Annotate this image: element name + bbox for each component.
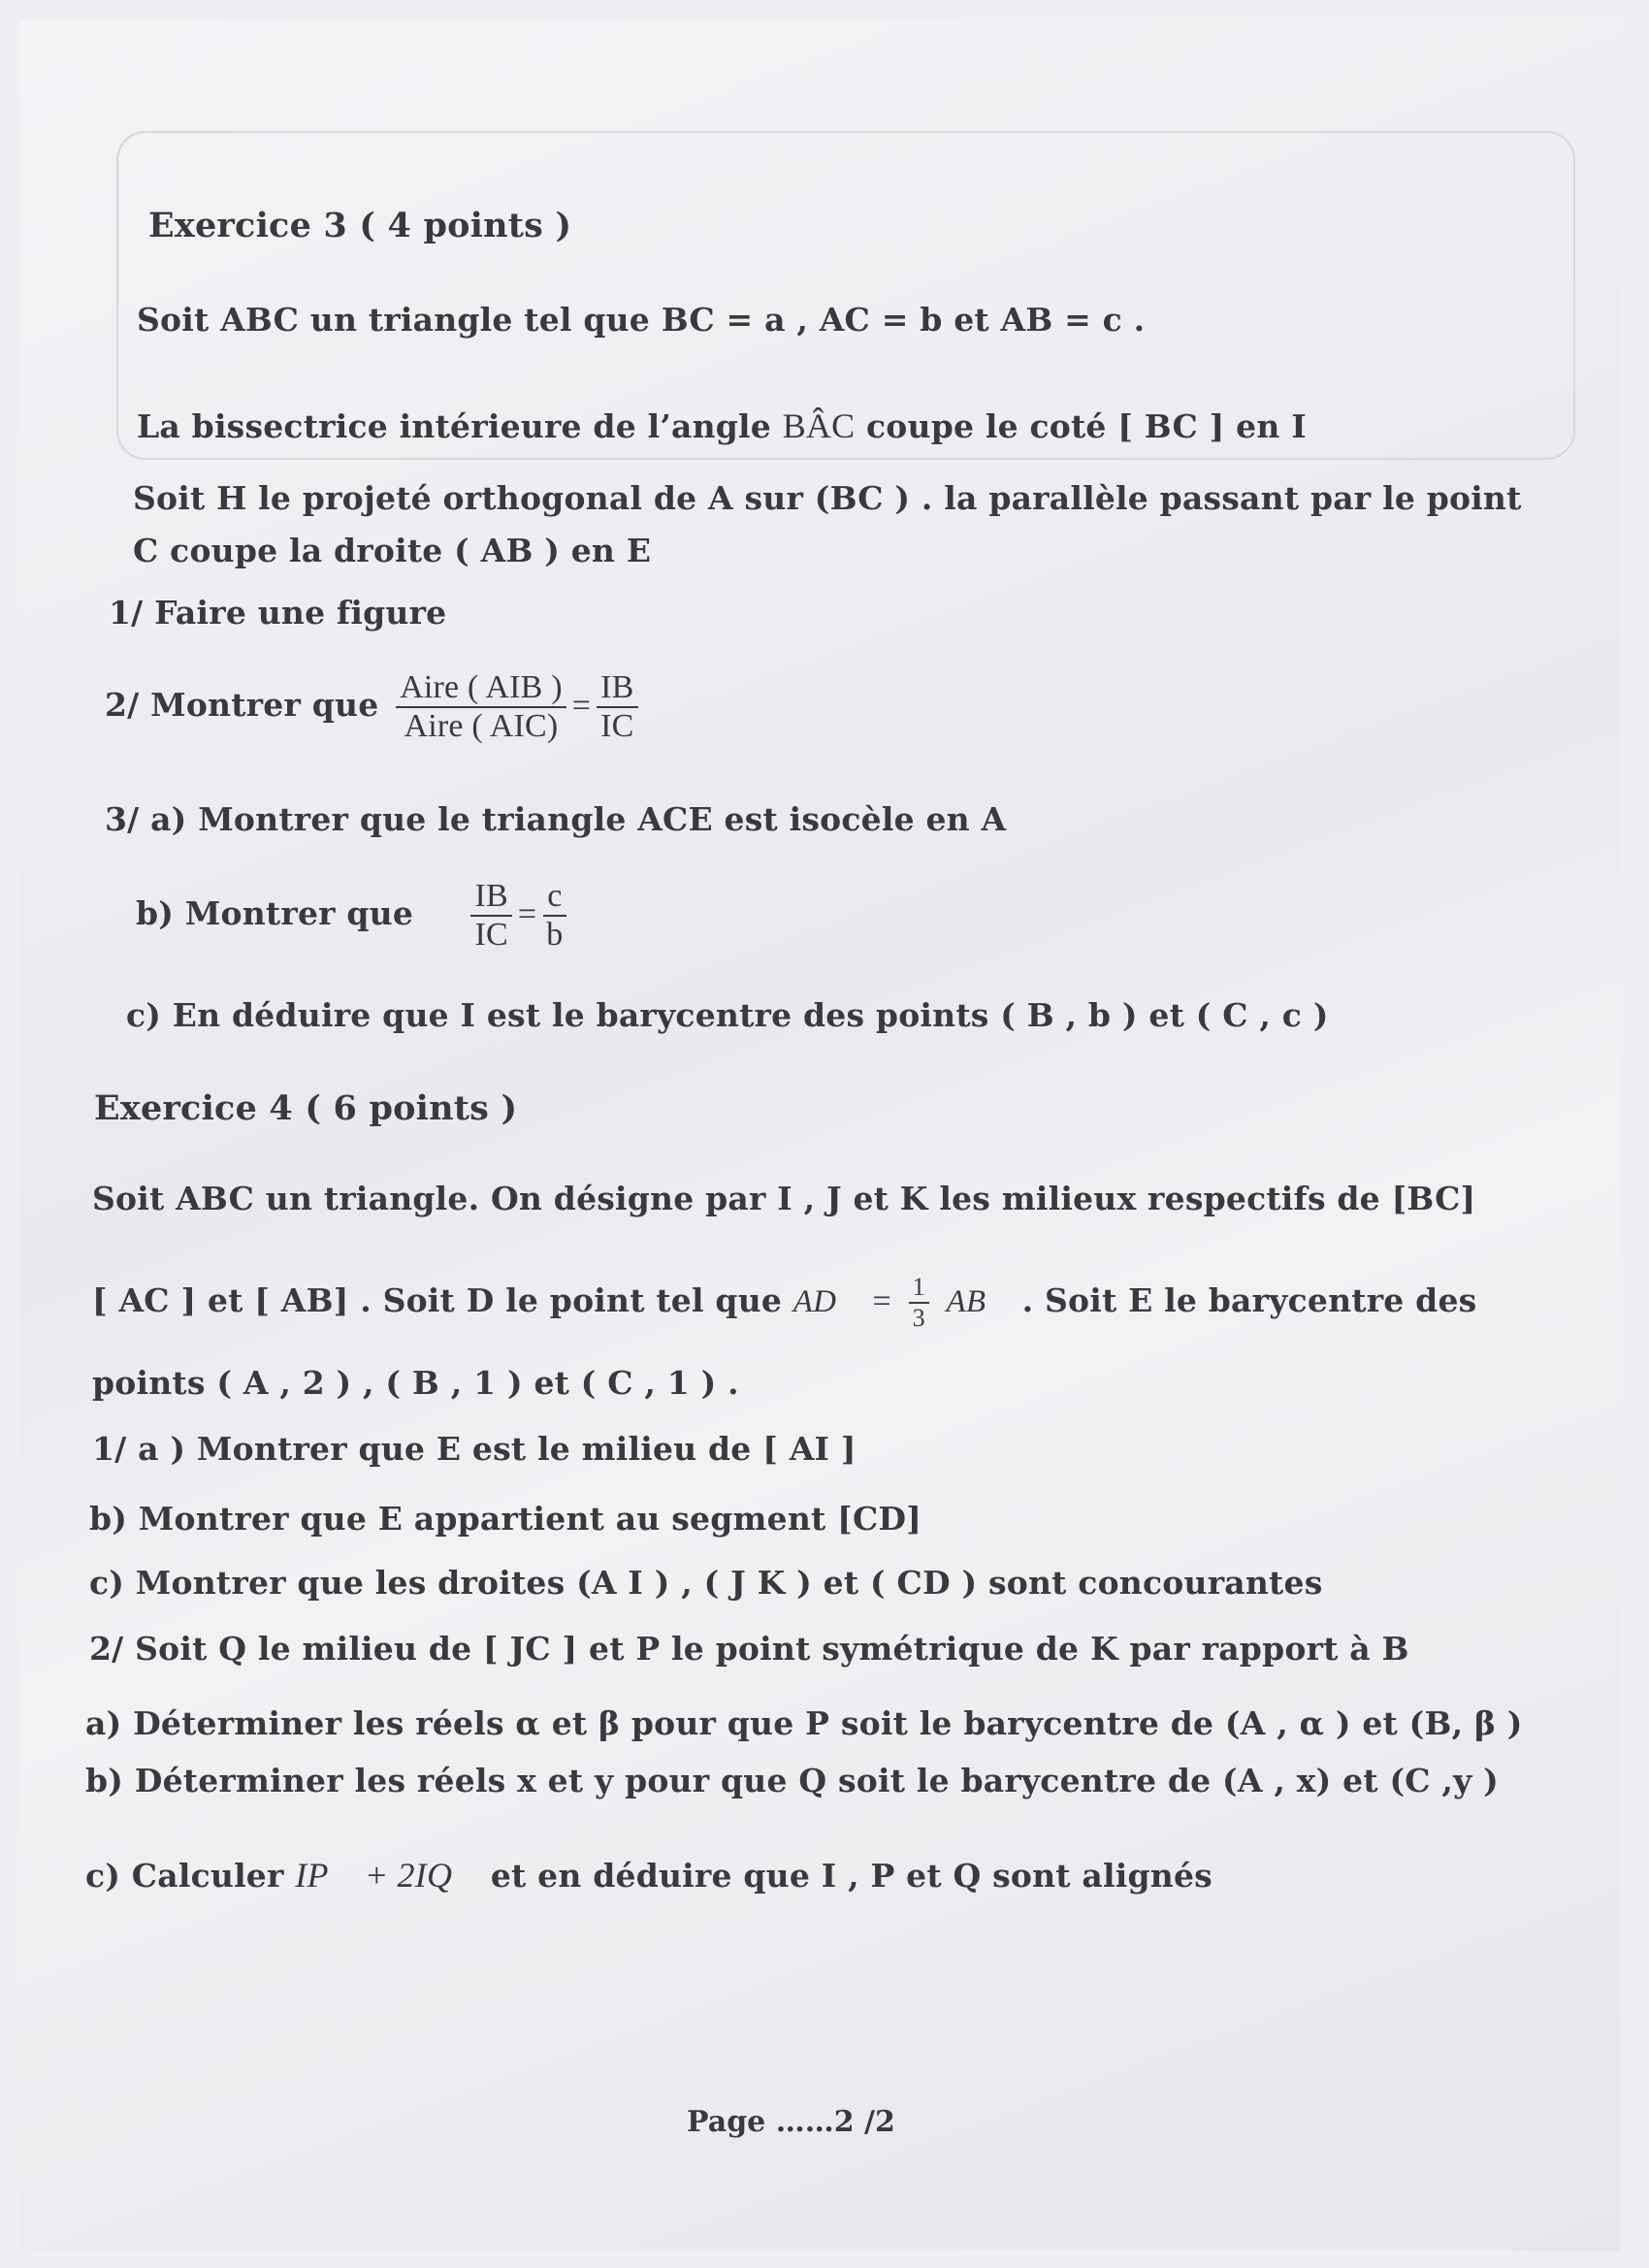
scanned-page [19, 19, 1620, 2251]
equals: = [517, 896, 537, 932]
numerator: Aire ( AIB ) [396, 669, 566, 708]
ex3-line3: C coupe la droite ( AB ) en E [133, 532, 652, 569]
ex3-q3b [136, 878, 572, 954]
numerator: 1 [909, 1273, 929, 1304]
ex3-q2 [105, 669, 644, 745]
angle-bac: BÂC [782, 406, 856, 445]
denominator: IC [474, 917, 508, 953]
text: La bissectrice intérieure de l’angle [137, 407, 783, 445]
numerator: IB [470, 878, 511, 917]
ex4-q2c [85, 1855, 1212, 1895]
equals: = [872, 1283, 891, 1319]
vector-expression: IP⃗ + 2IQ⃗ [295, 1856, 480, 1895]
fraction [909, 1273, 929, 1333]
exercise-4-title: Exercice 4 ( 6 points ) [94, 1088, 518, 1128]
text: [ AC ] et [ AB] . Soit D le point tel que [92, 1281, 793, 1319]
numerator: c [543, 878, 566, 917]
ex4-q1b: b) Montrer que E appartient au segment [CD] [89, 1500, 922, 1538]
fraction [396, 669, 566, 745]
vector-ab: AB⃗ [946, 1284, 1011, 1319]
denominator: Aire ( AIC) [404, 708, 559, 744]
ex3-q3a: 3/ a) Montrer que le triangle ACE est isocèle en A [105, 800, 1007, 838]
numerator: IB [597, 669, 637, 708]
text: et en déduire que I , P et Q sont alignés [479, 1857, 1212, 1895]
ex3-line2: Soit H le projeté orthogonal de A sur (BC ) . la parallèle passant par le point [133, 479, 1522, 517]
denominator: IC [600, 708, 634, 744]
ex4-line3: points ( A , 2 ) , ( B , 1 ) et ( C , 1 ) . [92, 1364, 739, 1402]
ex3-q1: 1/ Faire une figure [109, 594, 447, 632]
ex4-q1a: 1/ a ) Montrer que E est le milieu de [ AI ] [92, 1430, 857, 1468]
ex4-line1: Soit ABC un triangle. On désigne par I , J et K les milieux respectifs de [BC] [92, 1180, 1476, 1217]
ex4-line2 [92, 1273, 1476, 1333]
denominator: 3 [912, 1304, 925, 1332]
ex4-q2: 2/ Soit Q le milieu de [ JC ] et P le point symétrique de K par rapport à B [89, 1630, 1409, 1668]
ex3-intro: Soit ABC un triangle tel que BC = a , AC = b et AB = c . [137, 301, 1146, 339]
exercise-3-title: Exercice 3 ( 4 points ) [148, 206, 572, 245]
equals: = [571, 688, 592, 724]
fraction [597, 669, 637, 745]
ex3-q3c: c) En déduire que I est le barycentre des points ( B , b ) et ( C , c ) [126, 996, 1329, 1034]
fraction [542, 878, 566, 954]
fraction [470, 878, 511, 954]
text: . Soit E le barycentre des [1010, 1281, 1477, 1319]
text: coupe le coté [ BC ] en I [855, 407, 1307, 445]
ex4-q1c: c) Montrer que les droites (A I ) , ( J K ) et ( CD ) sont concourantes [89, 1564, 1323, 1602]
ex4-q2b: b) Déterminer les réels x et y pour que Q soit le barycentre de (A , x) et (C ,y ) [85, 1762, 1499, 1799]
ex3-line1 [137, 405, 1307, 446]
page-number: Page ……2 /2 [687, 2105, 895, 2139]
ex4-q2a: a) Déterminer les réels α et β pour que P soit le barycentre de (A , α ) et (B, β ) [85, 1704, 1523, 1742]
text: b) Montrer que [136, 894, 414, 932]
text: 2/ Montrer que [105, 686, 379, 724]
denominator: b [546, 917, 564, 953]
vector-ad: AD⃗ [792, 1284, 861, 1319]
text: c) Calculer [85, 1857, 296, 1895]
